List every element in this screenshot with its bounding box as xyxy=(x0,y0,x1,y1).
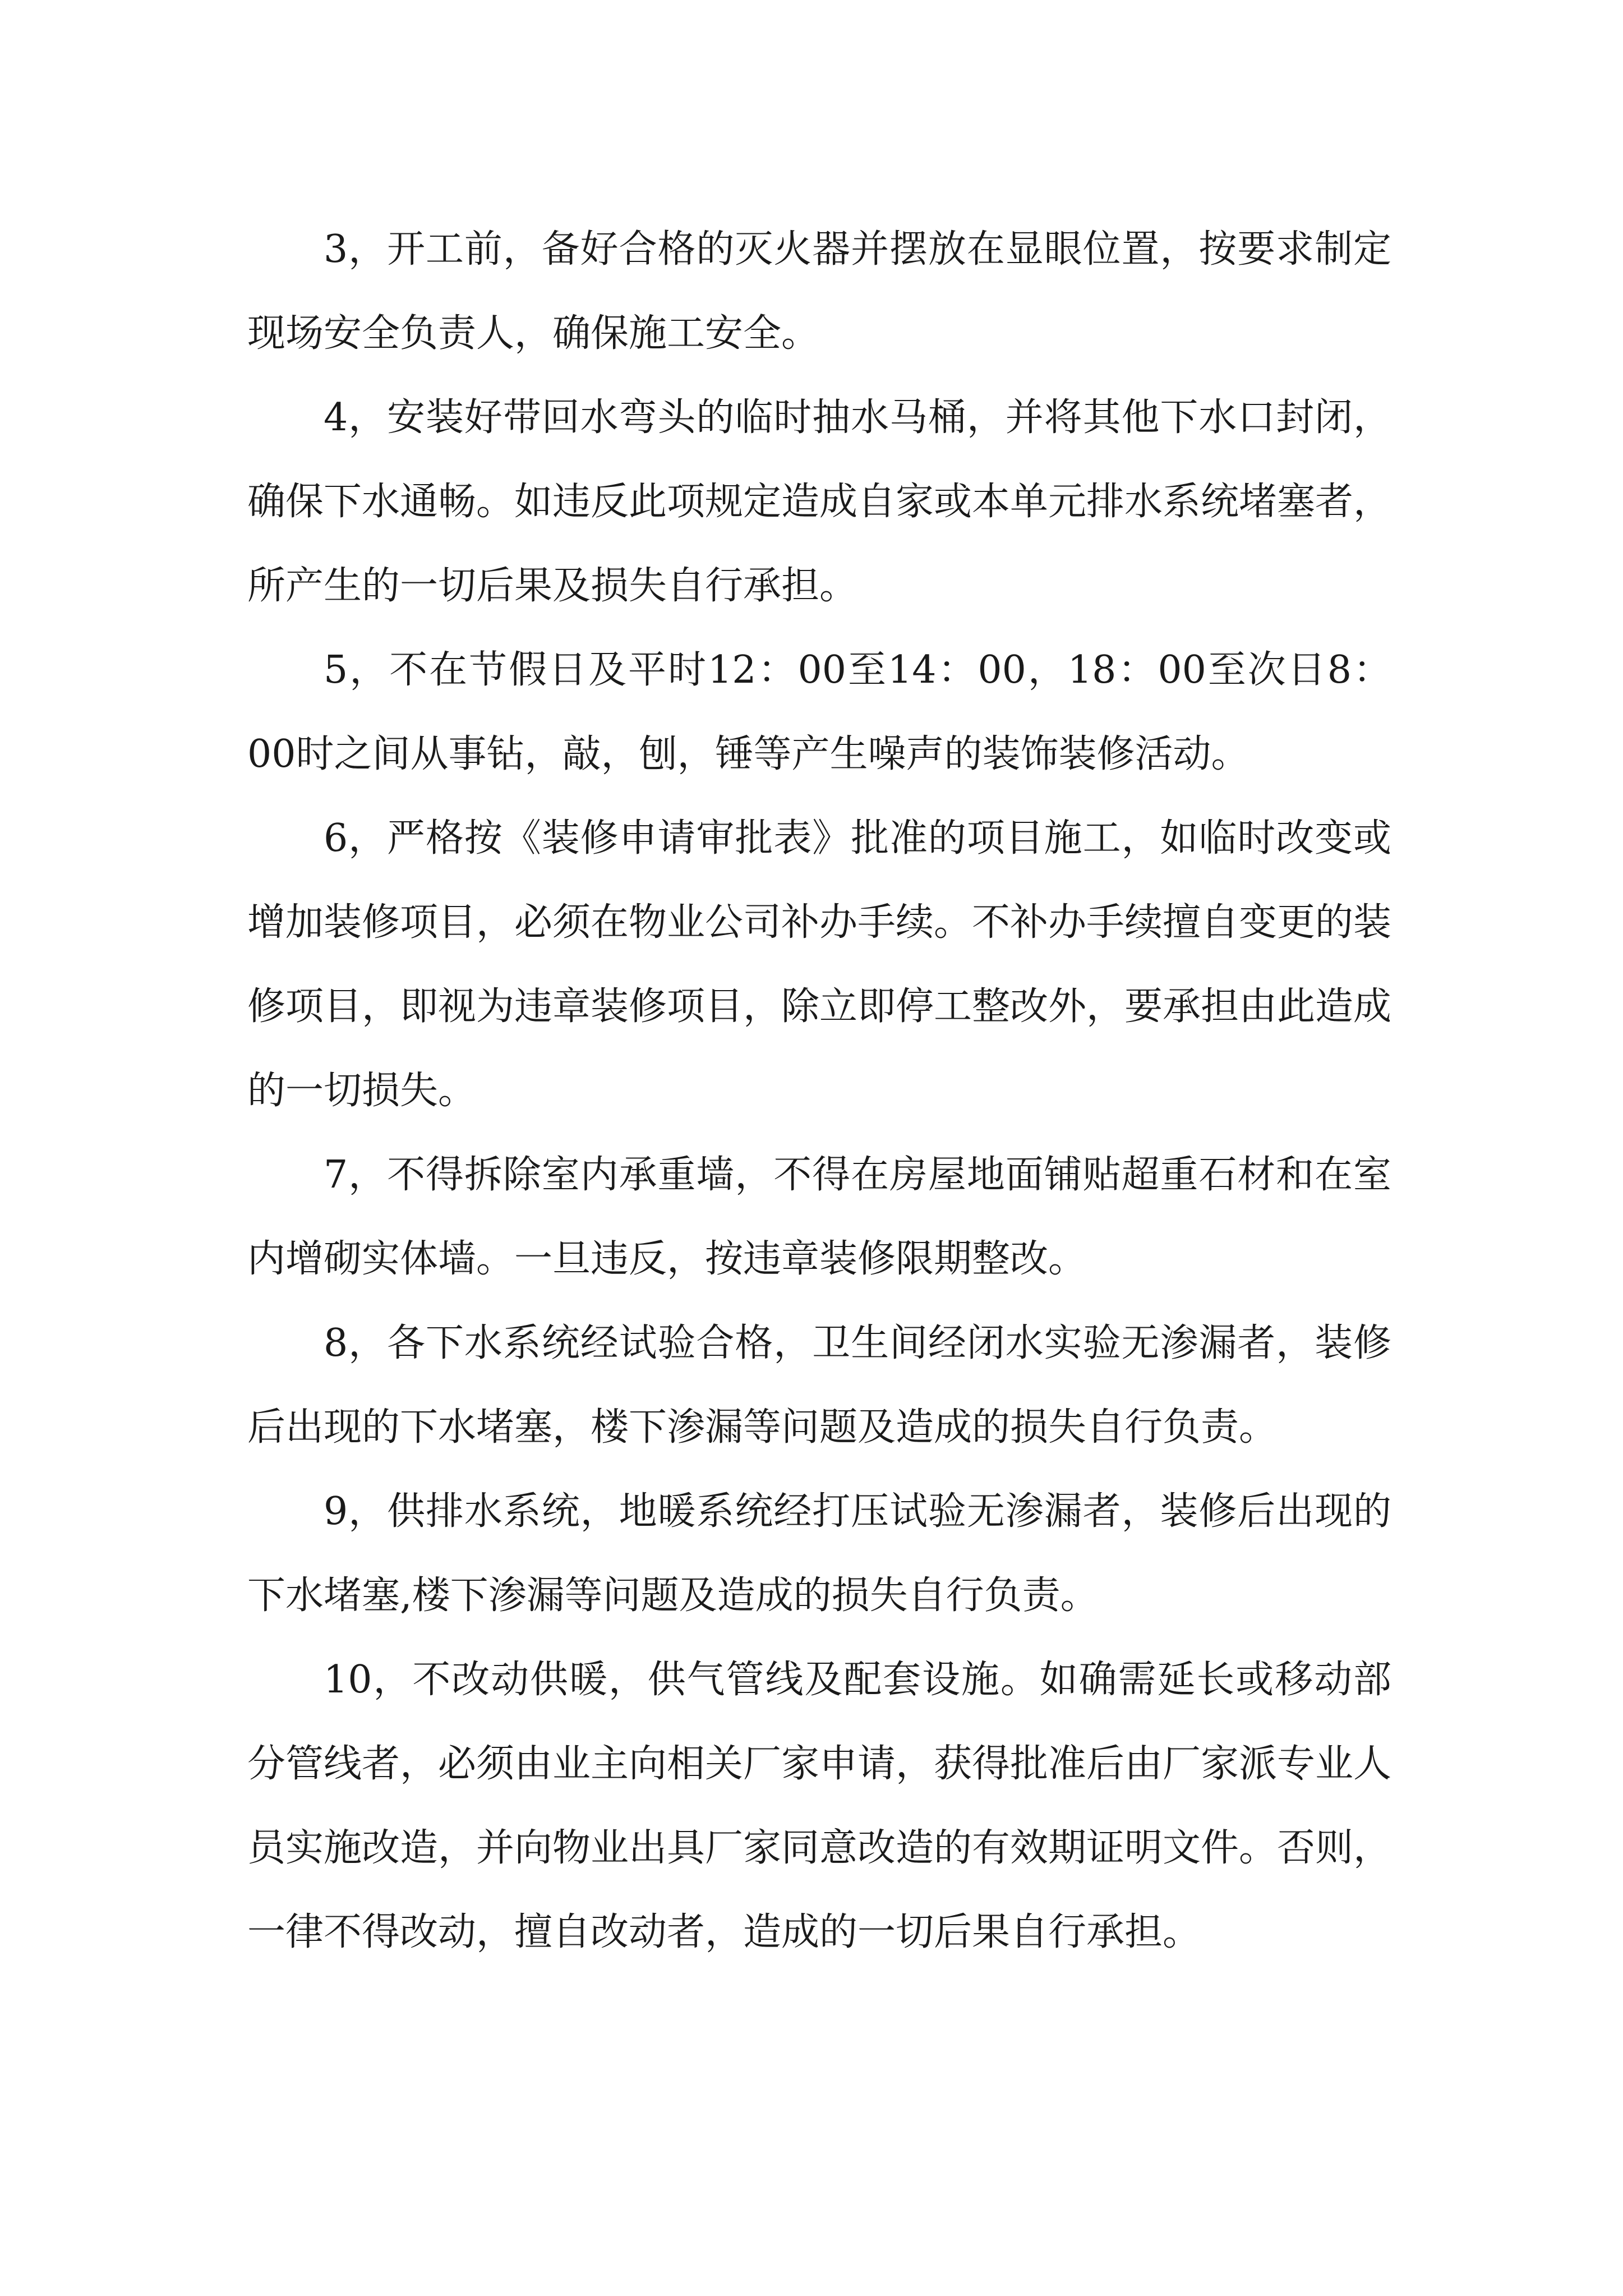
paragraph-item-3: 3，开工前，备好合格的灭火器并摆放在显眼位置，按要求制定现场安全负责人，确保施工安全。 xyxy=(247,227,1391,356)
paragraph-item-8: 8，各下水系统经试验合格，卫生间经闭水实验无渗漏者，装修后出现的下水堵塞，楼下渗漏等问题及造成的损失自行负责。 xyxy=(247,1321,1391,1450)
paragraph-item-5: 5，不在节假日及平时12：00至14：00，18：00至次日8：00时之间从事钻，敲，刨，锤等产生噪声的装饰装修活动。 xyxy=(247,648,1391,776)
paragraph-item-9: 9，供排水系统，地暖系统经打压试验无渗漏者，装修后出现的下水堵塞,楼下渗漏等问题及造成的损失自行负责。 xyxy=(247,1489,1391,1618)
paragraph-item-4: 4，安装好带回水弯头的临时抽水马桶，并将其他下水口封闭，确保下水通畅。如违反此项规定造成自家或本单元排水系统堵塞者，所产生的一切后果及损失自行承担。 xyxy=(247,395,1392,608)
document-body xyxy=(247,208,1391,1975)
paragraph-item-6: 6，严格按《装修申请审批表》批准的项目施工，如临时改变或增加装修项目，必须在物业公司补办手续。不补办手续擅自变更的装修项目，即视为违章装修项目，除立即停工整改外，要承担由此造成的一切损失。 xyxy=(247,816,1392,1113)
paragraph-item-10: 10，不改动供暖，供气管线及配套设施。如确需延长或移动部分管线者，必须由业主向相关厂家申请，获得批准后由厂家派专业人员实施改造，并向物业出具厂家同意改造的有效期证明文件。否则，一律不得改动，擅自改动者，造成的一切后果自行承担。 xyxy=(247,1658,1392,1954)
paragraph-item-7: 7，不得拆除室内承重墙，不得在房屋地面铺贴超重石材和在室内增砌实体墙。一旦违反，按违章装修限期整改。 xyxy=(247,1153,1391,1281)
